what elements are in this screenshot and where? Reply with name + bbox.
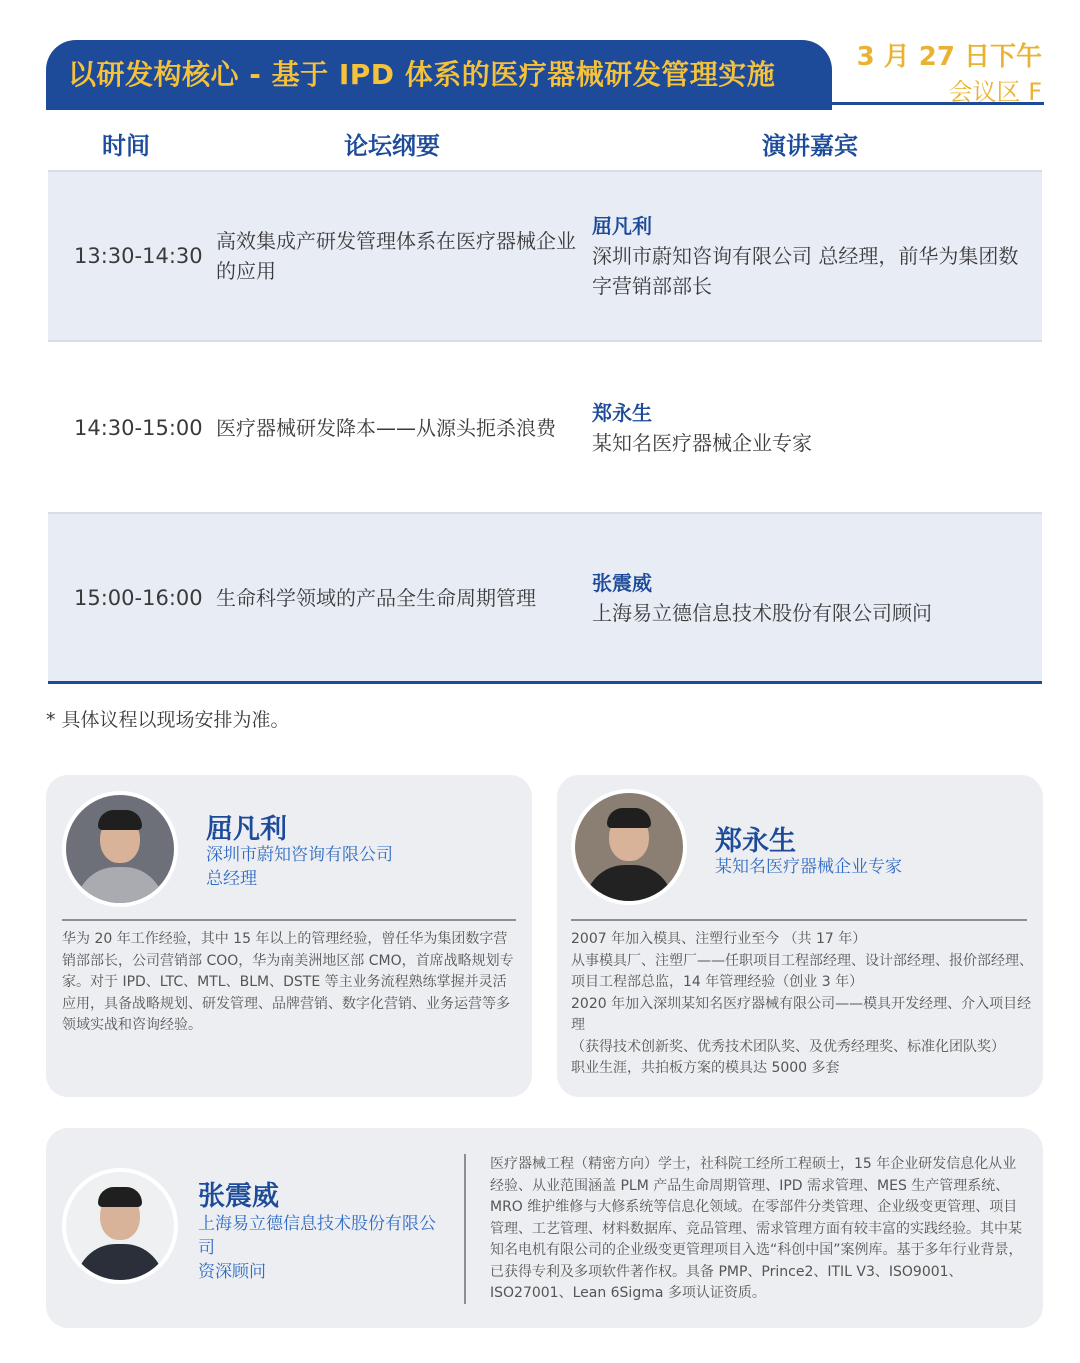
session-title: 以研发构核心 - 基于 IPD 体系的医疗器械研发管理实施 — [68, 58, 776, 91]
row-time: 13:30-14:30 — [74, 244, 203, 268]
speaker-name: 张震威 — [198, 1181, 279, 1212]
avatar — [571, 789, 687, 905]
session-date: 3 月 27 日下午 — [856, 42, 1042, 72]
row-speaker — [592, 344, 1022, 512]
card-divider — [571, 919, 1027, 921]
speaker-name: 屈凡利 — [592, 214, 652, 238]
bio-line: 项目工程部总监，14 年管理经验（创业 3 年） — [571, 974, 864, 990]
speaker-company: 上海易立德信息技术股份有限公司 — [198, 1214, 436, 1258]
row-speaker — [592, 172, 1022, 340]
speaker-role: 资深顾问 — [198, 1262, 266, 1282]
agenda-note: * 具体议程以现场安排为准。 — [46, 709, 290, 731]
table-row — [48, 172, 1042, 342]
session-room: 会议区 F — [948, 78, 1042, 106]
speaker-name: 屈凡利 — [206, 814, 287, 845]
agenda-table-header — [48, 118, 1042, 170]
bio-line: 职业生涯，共拍板方案的模具达 5000 多套 — [571, 1060, 840, 1076]
speaker-bio: 华为 20 年工作经验，其中 15 年以上的管理经验，曾任华为集团数字营销部部长，公司营销部 COO，华为南美洲地区部 CMO，首席战略规划专家。对于 IPD、LTC、MTL、BLM、DSTE 等主业务流程熟练掌握并灵活应用，具备战略规划、研发管理、品牌营销、数字化营销、业务运营等多领域实战和咨询经验。 — [62, 931, 514, 1033]
table-row — [48, 514, 1042, 684]
row-time: 15:00-16:00 — [74, 585, 203, 610]
speaker-name: 张震威 — [592, 570, 652, 595]
speaker-title: 某知名医疗器械企业专家 — [592, 431, 812, 455]
card-divider — [464, 1154, 466, 1304]
avatar — [62, 1168, 178, 1284]
row-topic: 高效集成产研发管理体系在医疗器械企业的应用 — [216, 229, 576, 283]
speaker-title: 深圳市蔚知咨询有限公司 总经理，前华为集团数字营销部部长 — [592, 244, 1019, 298]
speaker-name: 郑永生 — [715, 826, 796, 857]
table-row — [48, 344, 1042, 514]
card-divider — [62, 919, 516, 921]
speaker-company: 某知名医疗器械企业专家 — [715, 857, 902, 877]
row-time: 14:30-15:00 — [74, 416, 203, 440]
avatar — [62, 791, 178, 907]
session-banner — [46, 40, 832, 106]
bio-line: 2007 年加入模具、注塑行业至今 （共 17 年） — [571, 931, 867, 947]
bio-line: （获得技术创新奖、优秀技术团队奖、及优秀经理奖、标准化团队奖） — [571, 1038, 1005, 1055]
column-header-speaker: 演讲嘉宾 — [762, 132, 858, 160]
speaker-card — [46, 775, 532, 1097]
speaker-card — [557, 775, 1043, 1097]
speaker-role: 总经理 — [206, 869, 257, 889]
speaker-bio: 医疗器械工程（精密方向）学士，社科院工经所工程硕士，15 年企业研发信息化从业经验、从业范围涵盖 PLM 产品生命周期管理、IPD 需求管理、MES 生产管理系统、MRO 维护维修与大修系统等信息化领域。在零部件分类管理、企业级变更管理、项目管理、工艺管理、材料数据库、竞品管理、需求管理方面有较丰富的实践经验。其中某知名电机有限公司的企业级变更管理项目入选“科创中国”案例库。基于多年行业背景，已获得专利及多项软件著作权。具备 PMP、Prince2、ITIL V3、ISO9001、ISO27001、Lean 6Sigma 多项认证资质。 — [490, 1156, 1023, 1301]
bio-line: 2020 年加入深圳某知名医疗器械有限公司——模具开发经理、介入项目经理 — [571, 995, 1032, 1033]
column-header-time: 时间 — [102, 132, 150, 160]
speaker-company: 深圳市蔚知咨询有限公司 — [206, 845, 393, 865]
bio-line: 从事模具厂、注塑厂——任职项目工程部经理、设计部经理、报价部经理、 — [571, 952, 1033, 969]
row-topic: 生命科学领域的产品全生命周期管理 — [216, 585, 536, 610]
speaker-name: 郑永生 — [592, 401, 652, 425]
column-header-topic: 论坛纲要 — [344, 132, 440, 160]
row-topic: 医疗器械研发降本——从源头扼杀浪费 — [216, 416, 556, 440]
speaker-bio — [571, 929, 1037, 1080]
row-speaker — [592, 514, 1022, 681]
speaker-card — [46, 1128, 1043, 1328]
speaker-title: 上海易立德信息技术股份有限公司顾问 — [592, 600, 932, 625]
